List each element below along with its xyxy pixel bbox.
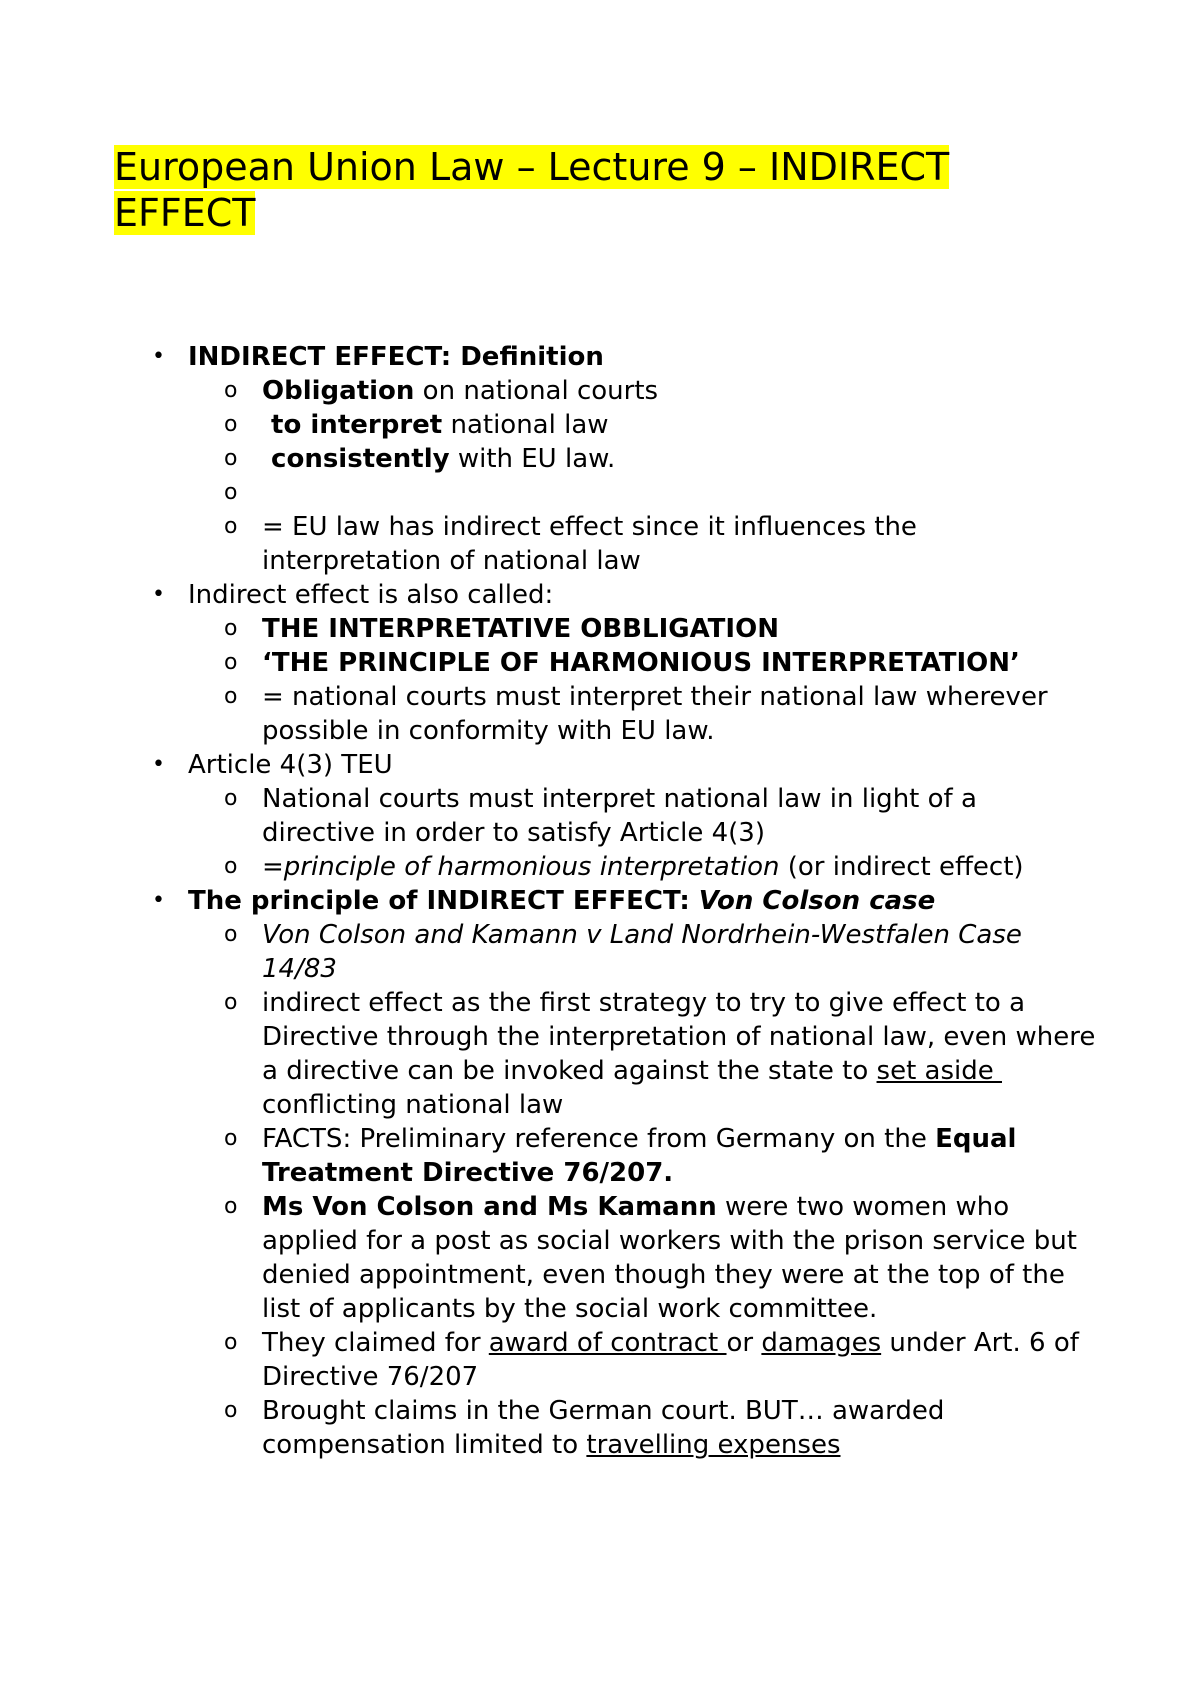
sub-text: to interpret national law (262, 410, 609, 440)
sub-text: ‘THE PRINCIPLE OF HARMONIOUS INTERPRETATION’ (262, 648, 1020, 678)
sub-marker: o (224, 616, 238, 641)
sub-item (0, 1190, 1200, 1326)
sub-item (0, 442, 1200, 476)
sub-text: Brought claims in the German court. BUT… awarded compensation limited to travelling expenses (262, 1396, 945, 1460)
bullet-marker: • (152, 752, 165, 777)
bullet-text: Article 4(3) TEU (188, 750, 393, 780)
sub-text: They claimed for award of contract or damages under Art. 6 of Directive 76/207 (262, 1328, 1079, 1392)
sub-text: = EU law has indirect effect since it influences the interpretation of national law (262, 512, 917, 576)
sub-marker: o (224, 854, 238, 879)
bullet-item (0, 884, 1200, 918)
sub-item-empty (0, 476, 1200, 510)
sub-text: Ms Von Colson and Ms Kamann were two women who applied for a post as social workers with the prison service but denied appointment, even though they were at the top of the list of applicants by the social work committee. (262, 1192, 1077, 1324)
sub-item (0, 850, 1200, 884)
sub-text: FACTS: Preliminary reference from Germany on the Equal Treatment Directive 76/207. (262, 1124, 1017, 1188)
bullet-marker: • (152, 344, 165, 369)
sub-marker: o (224, 1398, 238, 1423)
bullet-text: INDIRECT EFFECT: Definition (188, 342, 604, 372)
bullet-text: Indirect effect is also called: (188, 580, 554, 610)
title-line-2: EFFECT (114, 191, 256, 235)
sub-item (0, 986, 1200, 1122)
sub-marker: o (224, 650, 238, 675)
bullet-item (0, 578, 1200, 612)
sub-marker: o (224, 480, 238, 505)
sub-item (0, 374, 1200, 408)
title-line-1: European Union Law – Lecture 9 – INDIRECT (114, 145, 950, 189)
sub-marker: o (224, 684, 238, 709)
sub-item (0, 510, 1200, 578)
bullet-item (0, 340, 1200, 374)
sub-marker: o (224, 786, 238, 811)
sub-item (0, 646, 1200, 680)
sub-text (262, 476, 1098, 510)
sub-item (0, 680, 1200, 748)
sub-text: Von Colson and Kamann v Land Nordrhein-Westfalen Case 14/83 (262, 920, 1022, 984)
sub-text: National courts must interpret national law in light of a directive in order to satisfy Article 4(3) (262, 784, 977, 848)
sub-marker: o (224, 412, 238, 437)
sub-marker: o (224, 1126, 238, 1151)
sub-marker: o (224, 446, 238, 471)
sub-text: consistently with EU law. (262, 444, 616, 474)
bullet-marker: • (152, 888, 165, 913)
sub-text: Obligation on national courts (262, 376, 659, 406)
bullet-marker: • (152, 582, 165, 607)
sub-marker: o (224, 990, 238, 1015)
sub-marker: o (224, 1330, 238, 1355)
bullet-item (0, 748, 1200, 782)
page-title (114, 144, 1044, 236)
sub-text: =principle of harmonious interpretation (or indirect effect) (262, 852, 1024, 882)
bullet-text: The principle of INDIRECT EFFECT: Von Colson case (188, 886, 936, 916)
sub-marker: o (224, 378, 238, 403)
sub-marker: o (224, 1194, 238, 1219)
sub-item (0, 612, 1200, 646)
sub-text: THE INTERPRETATIVE OBBLIGATION (262, 614, 779, 644)
sub-item (0, 782, 1200, 850)
sub-text: = national courts must interpret their national law wherever possible in conformity with EU law. (262, 682, 1048, 746)
notes-list (0, 340, 1200, 1462)
sub-item (0, 1122, 1200, 1190)
sub-marker: o (224, 514, 238, 539)
sub-item (0, 408, 1200, 442)
sub-item (0, 1326, 1200, 1394)
sub-marker: o (224, 922, 238, 947)
sub-text: indirect effect as the first strategy to try to give effect to a Directive through the interpretation of national law, even where a directive can be invoked against the state to set aside conflicting national law (262, 988, 1096, 1120)
sub-item (0, 1394, 1200, 1462)
sub-item (0, 918, 1200, 986)
